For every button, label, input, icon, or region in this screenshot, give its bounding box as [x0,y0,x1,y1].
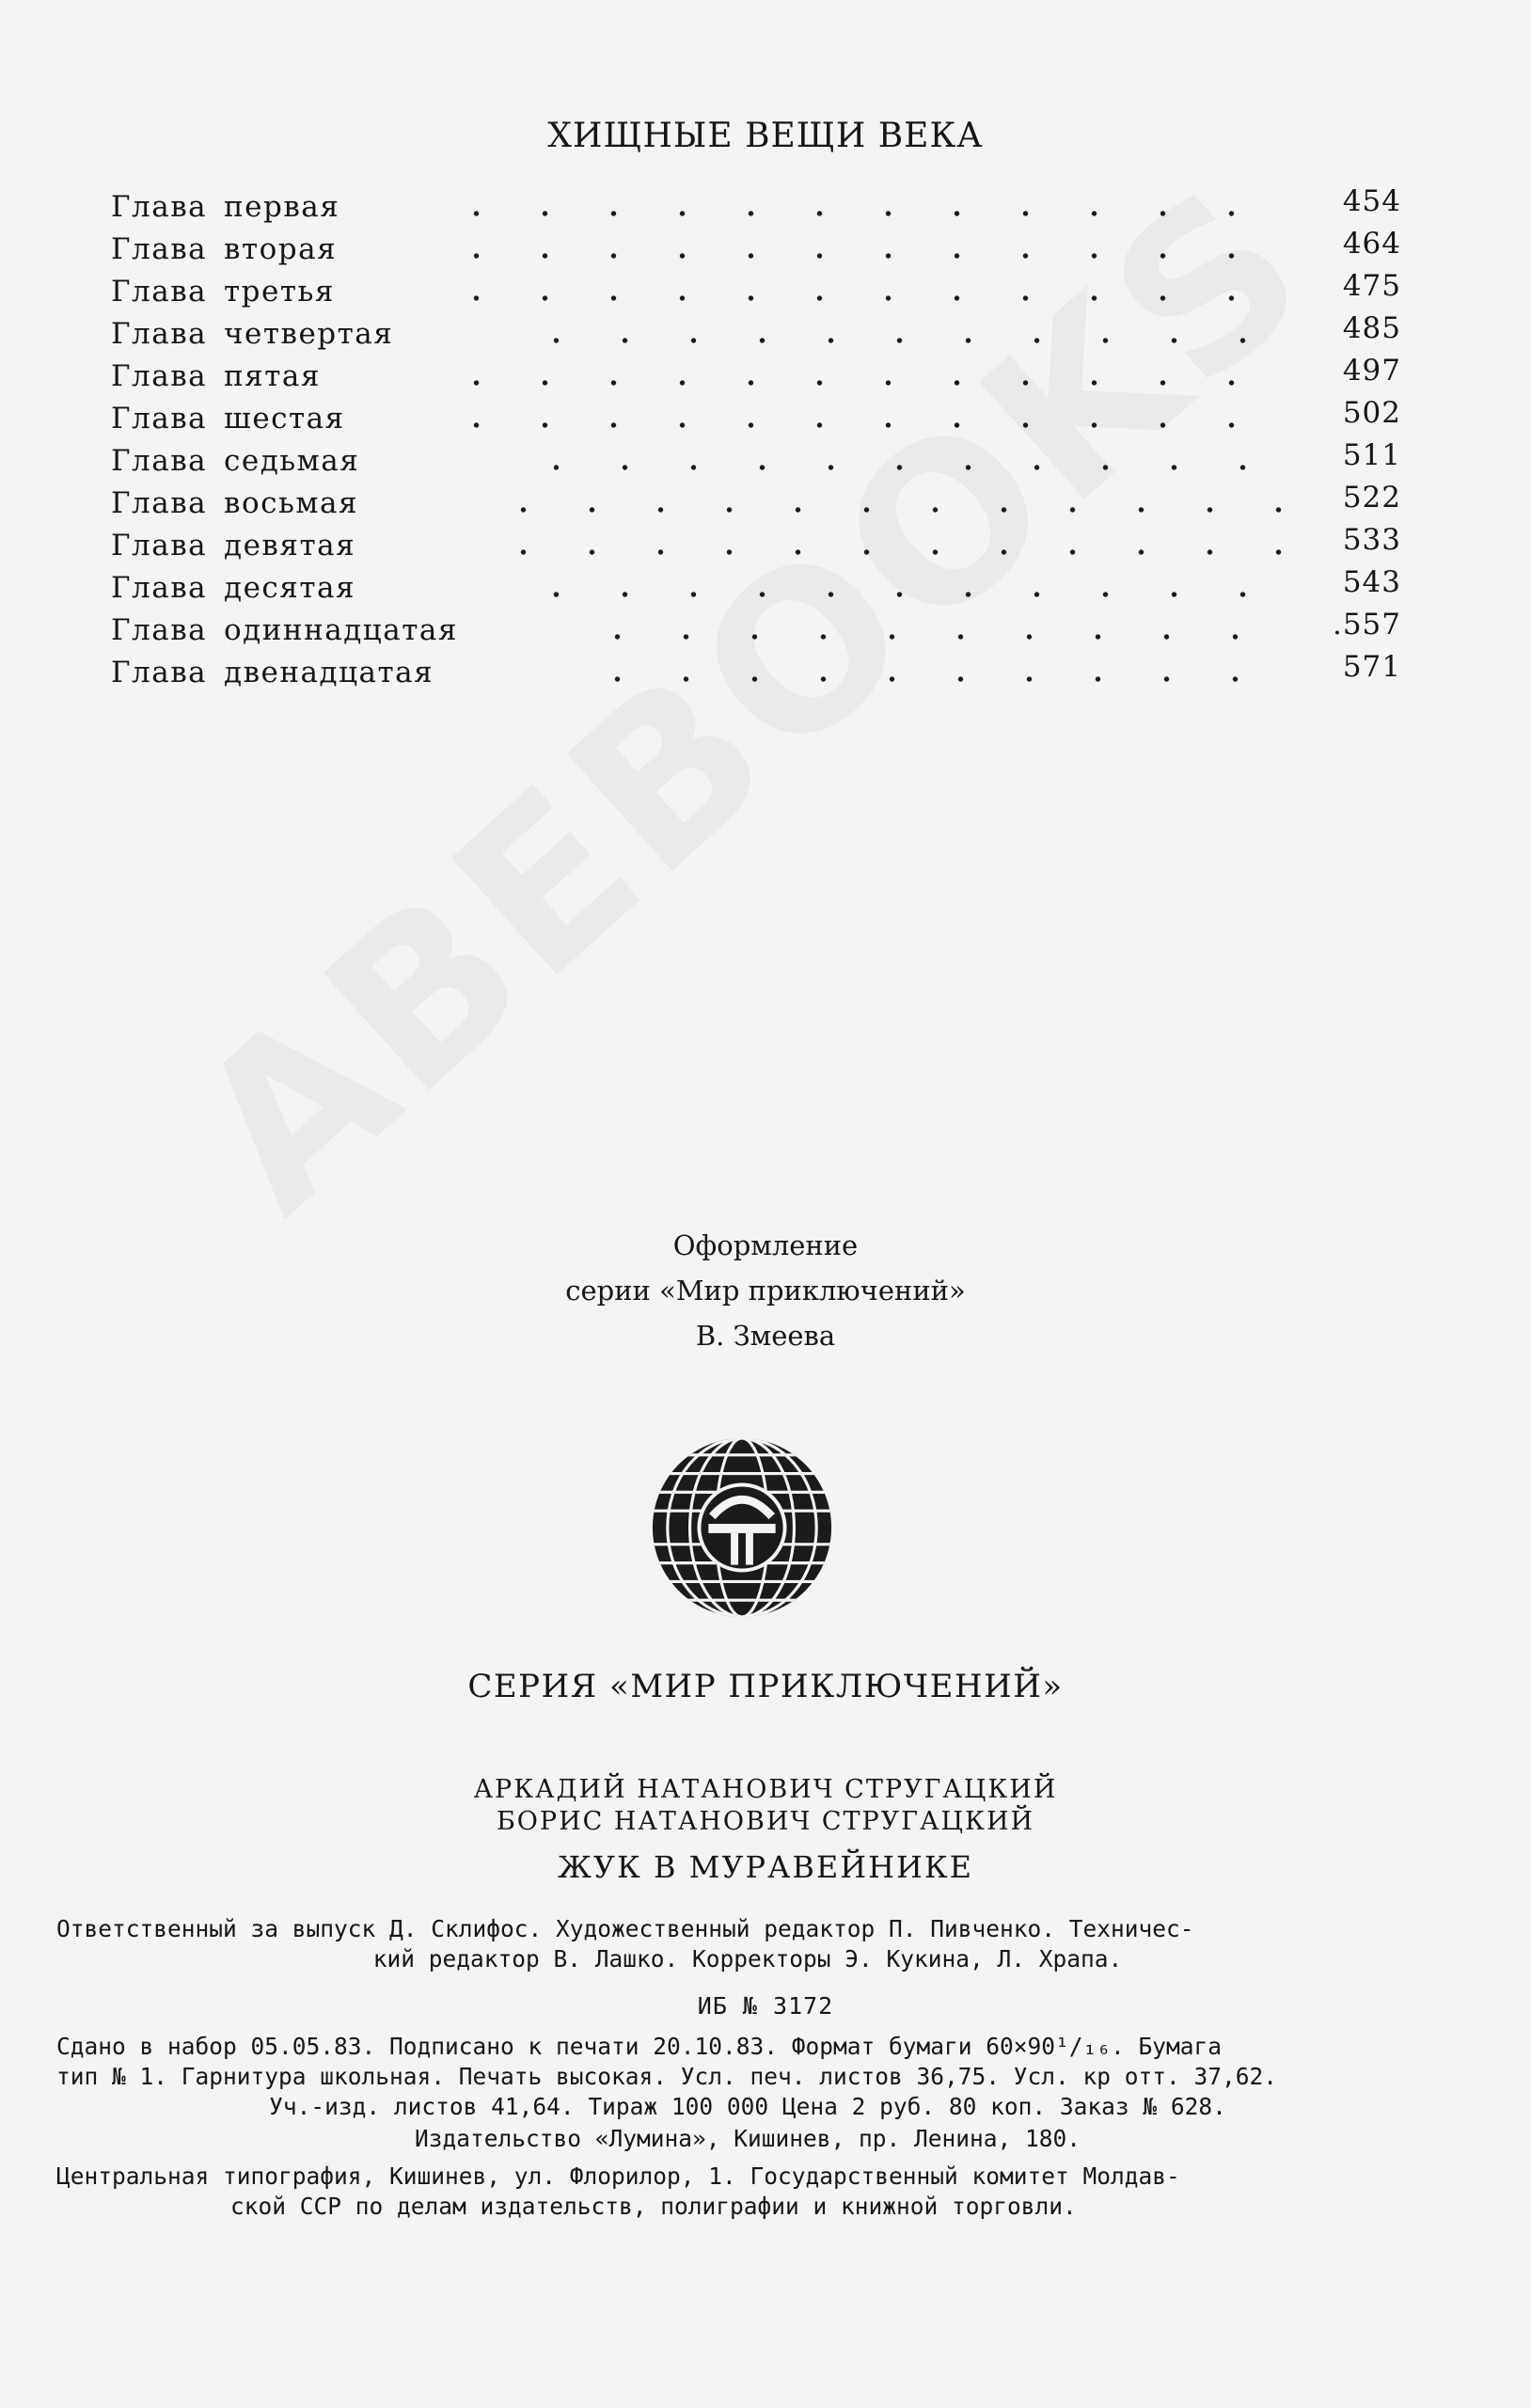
toc-row [0,311,1531,359]
series-design-credits [0,1223,1531,1358]
toc-leader-dots [583,676,1282,682]
credit-line: серии «Мир приключений» [565,1275,966,1307]
imprint-staff [56,1914,1439,1974]
authors [0,1774,1531,1838]
toc-row [0,608,1531,656]
toc-label: Глава одиннадцатая [111,613,458,647]
toc-label: Глава шестая [111,402,345,436]
toc-label: Глава четвертая [111,317,394,351]
toc-label: Глава третья [111,275,335,309]
toc-leader-dots [442,211,1282,216]
toc-page-number: 464 [1342,227,1401,261]
imprint-line: Центральная типография, Кишинев, ул. Флорилор, 1. Государственный комитет Молдав- [56,2162,1180,2190]
toc-label: Глава десятая [111,571,356,605]
toc-row [0,354,1531,402]
toc-leader-dots [522,465,1282,470]
imprint-publisher [56,2124,1439,2154]
toc-label: Глава пятая [111,359,321,393]
toc-row [0,481,1531,529]
toc-leader-dots [583,634,1282,640]
toc-label: Глава двенадцатая [111,656,434,689]
author-name: БОРИС НАТАНОВИЧ СТРУГАЦКИЙ [496,1807,1035,1836]
publisher-globe-logo-icon [649,1434,835,1621]
toc-row [0,650,1531,698]
toc-page-number: 511 [1342,438,1401,472]
toc-page-number: 454 [1342,184,1401,218]
toc-label: Глава седьмая [111,444,360,478]
toc-row [0,396,1531,444]
toc-section-title: ХИЩНЫЕ ВЕЩИ ВЕКА [547,117,984,155]
toc-leader-dots [489,507,1282,513]
imprint-line: Ответственный за выпуск Д. Склифос. Художественный редактор П. Пивченко. Техничес- [56,1915,1194,1942]
toc-label: Глава первая [111,190,340,224]
toc-page-number: 571 [1342,650,1401,684]
toc-leader-dots [442,380,1282,386]
toc-leader-dots [442,253,1282,259]
credit-line: Оформление [672,1229,859,1261]
toc-label: Глава вторая [111,232,338,266]
imprint-line: Уч.-изд. листов 41,64. Тираж 100 000 Цена 2 руб. 80 коп. Заказ № 628. [269,2093,1226,2120]
toc-leader-dots [442,422,1282,428]
book-title: ЖУК В МУРАВЕЙНИКЕ [557,1849,974,1885]
author-name: АРКАДИЙ НАТАНОВИЧ СТРУГАЦКИЙ [473,1775,1058,1804]
toc-leader-dots [522,592,1282,597]
toc-leader-dots [442,295,1282,301]
imprint-line: кий редактор В. Лашко. Корректоры Э. Кукина, Л. Храпа. [372,1945,1123,1972]
toc-row [0,227,1531,275]
toc-page-number: 502 [1342,396,1401,430]
toc-page-number: .557 [1332,608,1401,642]
toc-row [0,565,1531,613]
toc-row [0,523,1531,571]
imprint-line: тип № 1. Гарнитура школьная. Печать высокая. Усл. печ. листов 36,75. Усл. кр отт. 37,62. [56,2063,1278,2090]
toc-leader-dots [489,549,1282,555]
toc-row [0,438,1531,486]
toc-page-number: 533 [1342,523,1401,557]
imprint-line: Сдано в набор 05.05.83. Подписано к печати 20.10.83. Формат бумаги 60×90¹/₁₆. Бумага [56,2033,1223,2060]
toc-leader-dots [522,338,1282,343]
imprint-printing-details [56,2032,1439,2122]
toc-page-number: 475 [1342,269,1401,303]
imprint-printer [56,2162,1439,2222]
toc-label: Глава восьмая [111,486,359,520]
toc-row [0,269,1531,317]
toc-page-number: 543 [1342,565,1401,599]
credit-designer: В. Змеева [695,1320,836,1352]
series-title: СЕРИЯ «МИР ПРИКЛЮЧЕНИЙ» [467,1668,1064,1705]
imprint-line: ской ССР по делам издательств, полиграфии и книжной торговли. [230,2193,1077,2220]
toc-page-number: 485 [1342,311,1401,345]
ib-number: ИБ № 3172 [697,1992,834,2020]
toc-row [0,184,1531,232]
toc-page-number: 522 [1342,481,1401,515]
publisher-line: Издательство «Лумина», Кишинев, пр. Ленина, 180. [414,2125,1081,2152]
toc-page-number: 497 [1342,354,1401,388]
toc-label: Глава девятая [111,529,356,562]
